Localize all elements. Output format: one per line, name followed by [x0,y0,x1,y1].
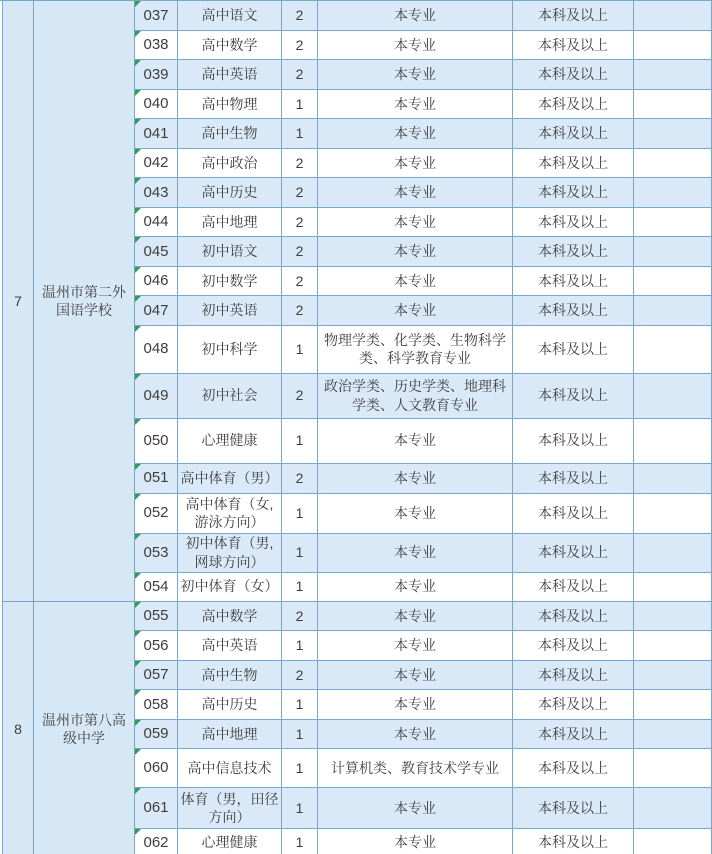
table-row [135,31,712,61]
position-code: 039 [143,65,169,83]
position-code: 046 [143,272,169,289]
count-cell: 2 [282,464,318,493]
position-code: 043 [143,183,169,201]
count-cell: 2 [282,661,318,690]
number-stored-as-text-flag-icon [135,149,141,155]
position-code-cell [135,326,178,373]
empty-note-cell [634,602,712,631]
position-code: 037 [143,6,169,24]
degree-requirement-cell: 本科及以上 [513,208,634,237]
position-code: 056 [143,636,169,654]
group-rows [135,1,712,601]
position-code-cell [135,494,178,533]
empty-note-cell [634,573,712,601]
subject-cell: 初中英语 [178,296,282,325]
major-requirement-cell: 本专业 [318,720,513,749]
subject-cell: 高中地理 [178,208,282,237]
major-requirement-cell: 本专业 [318,60,513,89]
number-stored-as-text-flag-icon [135,267,141,273]
position-code-cell [135,296,178,325]
empty-note-cell [634,60,712,89]
position-code: 038 [143,36,169,53]
table-row [135,720,712,750]
major-requirement-cell: 本专业 [318,631,513,660]
empty-note-cell [634,749,712,787]
degree-requirement-cell: 本科及以上 [513,326,634,373]
major-requirement-cell: 本专业 [318,534,513,572]
position-code: 048 [143,340,169,358]
degree-requirement-cell: 本科及以上 [513,90,634,119]
position-code-cell [135,419,178,463]
table-row [135,267,712,297]
empty-note-cell [634,419,712,463]
table-row [135,90,712,120]
number-stored-as-text-flag-icon [135,464,141,470]
count-cell: 2 [282,296,318,325]
subject-cell: 高中历史 [178,690,282,719]
number-stored-as-text-flag-icon [135,31,141,37]
position-code: 055 [143,607,169,624]
degree-requirement-cell: 本科及以上 [513,661,634,690]
empty-note-cell [634,90,712,119]
subject-cell: 体育（男，田径方向） [178,788,282,828]
position-code-cell [135,31,178,60]
empty-note-cell [634,534,712,572]
degree-requirement-cell: 本科及以上 [513,690,634,719]
position-code-cell [135,631,178,660]
table-row [135,374,712,419]
count-cell: 1 [282,749,318,787]
position-code: 054 [143,577,169,595]
group-number-cell: 7 [2,1,34,601]
number-stored-as-text-flag-icon [135,208,141,214]
subject-cell: 高中生物 [178,661,282,690]
position-code: 057 [143,666,169,683]
major-requirement-cell: 本专业 [318,573,513,601]
major-requirement-cell: 本专业 [318,90,513,119]
empty-note-cell [634,788,712,828]
major-requirement-cell: 物理学类、化学类、生物科学类、科学教育专业 [318,326,513,373]
degree-requirement-cell: 本科及以上 [513,119,634,148]
position-code: 049 [143,386,169,404]
number-stored-as-text-flag-icon [135,749,141,755]
number-stored-as-text-flag-icon [135,573,141,579]
subject-cell: 心理健康 [178,419,282,463]
empty-note-cell [634,464,712,493]
table-row [135,326,712,374]
position-code-cell [135,90,178,119]
group-rows [135,602,712,854]
position-code: 042 [143,154,169,171]
count-cell: 1 [282,829,318,854]
table-row [135,178,712,208]
degree-requirement-cell: 本科及以上 [513,60,634,89]
subject-cell: 高中政治 [178,149,282,178]
subject-cell: 初中体育（女） [178,573,282,601]
empty-note-cell [634,296,712,325]
count-cell: 1 [282,494,318,533]
major-requirement-cell: 本专业 [318,788,513,828]
position-code: 050 [143,431,169,449]
major-requirement-cell: 本专业 [318,661,513,690]
subject-cell: 心理健康 [178,829,282,854]
major-requirement-cell: 政治学类、历史学类、地理科学类、人文教育专业 [318,374,513,418]
degree-requirement-cell: 本科及以上 [513,494,634,533]
table-row [135,464,712,494]
subject-cell: 高中生物 [178,119,282,148]
table-row [135,494,712,534]
position-code-cell [135,602,178,631]
major-requirement-cell: 本专业 [318,829,513,854]
empty-note-cell [634,720,712,749]
count-cell: 2 [282,237,318,266]
count-cell: 1 [282,788,318,828]
position-code: 059 [143,725,169,742]
empty-note-cell [634,661,712,690]
table-row [135,534,712,573]
subject-cell: 高中数学 [178,31,282,60]
degree-requirement-cell: 本科及以上 [513,788,634,828]
major-requirement-cell: 本专业 [318,178,513,207]
count-cell: 1 [282,720,318,749]
position-code: 061 [143,799,169,817]
count-cell: 2 [282,60,318,89]
number-stored-as-text-flag-icon [135,602,141,608]
position-code: 044 [143,213,169,230]
count-cell: 2 [282,374,318,418]
count-cell: 1 [282,690,318,719]
number-stored-as-text-flag-icon [135,690,141,696]
major-requirement-cell: 本专业 [318,31,513,60]
major-requirement-cell: 本专业 [318,602,513,631]
subject-cell: 初中体育（男,网球方向） [178,534,282,572]
number-stored-as-text-flag-icon [135,720,141,726]
empty-note-cell [634,690,712,719]
position-code: 041 [143,124,169,142]
subject-cell: 高中英语 [178,60,282,89]
position-code-cell [135,178,178,207]
major-requirement-cell: 本专业 [318,267,513,296]
table-row [135,1,712,31]
table-row [135,749,712,788]
empty-note-cell [634,1,712,30]
empty-note-cell [634,267,712,296]
position-code: 062 [143,833,169,851]
table-row [135,661,712,691]
empty-note-cell [634,631,712,660]
school-name-cell: 温州市第八高级中学 [34,602,135,854]
position-code-cell [135,374,178,418]
school-group [2,602,712,854]
major-requirement-cell: 本专业 [318,296,513,325]
table-row [135,149,712,179]
subject-cell: 高中历史 [178,178,282,207]
major-requirement-cell: 本专业 [318,494,513,533]
subject-cell: 高中英语 [178,631,282,660]
count-cell: 1 [282,631,318,660]
table-row [135,573,712,601]
position-code: 053 [143,543,169,561]
count-cell: 1 [282,419,318,463]
table-row [135,419,712,464]
major-requirement-cell: 本专业 [318,419,513,463]
major-requirement-cell: 本专业 [318,237,513,266]
position-code: 058 [143,695,169,713]
number-stored-as-text-flag-icon [135,90,141,96]
count-cell: 2 [282,1,318,30]
major-requirement-cell: 本专业 [318,119,513,148]
table-row [135,829,712,854]
subject-cell: 高中语文 [178,1,282,30]
number-stored-as-text-flag-icon [135,788,141,794]
empty-note-cell [634,119,712,148]
table-row [135,296,712,326]
subject-cell: 初中语文 [178,237,282,266]
count-cell: 1 [282,326,318,373]
number-stored-as-text-flag-icon [135,296,141,302]
number-stored-as-text-flag-icon [135,374,141,380]
number-stored-as-text-flag-icon [135,661,141,667]
number-stored-as-text-flag-icon [135,326,141,332]
table-row [135,788,712,829]
degree-requirement-cell: 本科及以上 [513,178,634,207]
count-cell: 2 [282,31,318,60]
count-cell: 2 [282,178,318,207]
number-stored-as-text-flag-icon [135,60,141,66]
subject-cell: 高中体育（男） [178,464,282,493]
major-requirement-cell: 本专业 [318,149,513,178]
table-row [135,237,712,267]
degree-requirement-cell: 本科及以上 [513,237,634,266]
degree-requirement-cell: 本科及以上 [513,829,634,854]
degree-requirement-cell: 本科及以上 [513,534,634,572]
subject-cell: 高中地理 [178,720,282,749]
number-stored-as-text-flag-icon [135,534,141,540]
position-code-cell [135,267,178,296]
number-stored-as-text-flag-icon [135,419,141,425]
number-stored-as-text-flag-icon [135,631,141,637]
position-code-cell [135,60,178,89]
position-code-cell [135,149,178,178]
degree-requirement-cell: 本科及以上 [513,296,634,325]
empty-note-cell [634,829,712,854]
position-code-cell [135,573,178,601]
degree-requirement-cell: 本科及以上 [513,573,634,601]
count-cell: 2 [282,267,318,296]
table-row [135,208,712,238]
position-code: 045 [143,242,169,260]
number-stored-as-text-flag-icon [135,119,141,125]
table-row [135,602,712,632]
major-requirement-cell: 本专业 [318,690,513,719]
number-stored-as-text-flag-icon [135,1,141,7]
degree-requirement-cell: 本科及以上 [513,631,634,660]
position-code-cell [135,749,178,787]
position-code-cell [135,788,178,828]
major-requirement-cell: 计算机类、教育技术学专业 [318,749,513,787]
number-stored-as-text-flag-icon [135,829,141,835]
position-code-cell [135,829,178,854]
position-code-cell [135,464,178,493]
number-stored-as-text-flag-icon [135,237,141,243]
position-code-cell [135,208,178,237]
count-cell: 1 [282,573,318,601]
count-cell: 1 [282,119,318,148]
empty-note-cell [634,149,712,178]
empty-note-cell [634,494,712,533]
count-cell: 2 [282,602,318,631]
degree-requirement-cell: 本科及以上 [513,419,634,463]
empty-note-cell [634,178,712,207]
position-code-cell [135,690,178,719]
subject-cell: 初中科学 [178,326,282,373]
empty-note-cell [634,31,712,60]
position-code-cell [135,720,178,749]
table-row [135,119,712,149]
position-code: 040 [143,95,169,112]
subject-cell: 高中体育（女,游泳方向） [178,494,282,533]
group-number-cell: 8 [2,602,34,854]
subject-cell: 初中社会 [178,374,282,418]
subject-cell: 高中物理 [178,90,282,119]
major-requirement-cell: 本专业 [318,1,513,30]
number-stored-as-text-flag-icon [135,178,141,184]
subject-cell: 高中信息技术 [178,749,282,787]
school-name-cell: 温州市第二外国语学校 [34,1,135,601]
major-requirement-cell: 本专业 [318,208,513,237]
major-requirement-cell: 本专业 [318,464,513,493]
empty-note-cell [634,374,712,418]
number-stored-as-text-flag-icon [135,494,141,500]
table-row [135,631,712,661]
degree-requirement-cell: 本科及以上 [513,149,634,178]
empty-note-cell [634,237,712,266]
subject-cell: 高中数学 [178,602,282,631]
position-code-cell [135,534,178,572]
degree-requirement-cell: 本科及以上 [513,267,634,296]
school-group [2,1,712,602]
position-code: 047 [143,301,169,319]
degree-requirement-cell: 本科及以上 [513,720,634,749]
count-cell: 1 [282,534,318,572]
empty-note-cell [634,208,712,237]
count-cell: 1 [282,90,318,119]
empty-note-cell [634,326,712,373]
degree-requirement-cell: 本科及以上 [513,749,634,787]
count-cell: 2 [282,208,318,237]
table-row [135,60,712,90]
subject-cell: 初中数学 [178,267,282,296]
position-code-cell [135,661,178,690]
position-code: 052 [143,504,169,522]
position-code: 051 [143,469,169,487]
position-code-cell [135,237,178,266]
degree-requirement-cell: 本科及以上 [513,464,634,493]
position-code-cell [135,1,178,30]
degree-requirement-cell: 本科及以上 [513,602,634,631]
table-row [135,690,712,720]
count-cell: 2 [282,149,318,178]
position-code: 060 [143,759,169,777]
position-code-cell [135,119,178,148]
degree-requirement-cell: 本科及以上 [513,374,634,418]
degree-requirement-cell: 本科及以上 [513,1,634,30]
degree-requirement-cell: 本科及以上 [513,31,634,60]
